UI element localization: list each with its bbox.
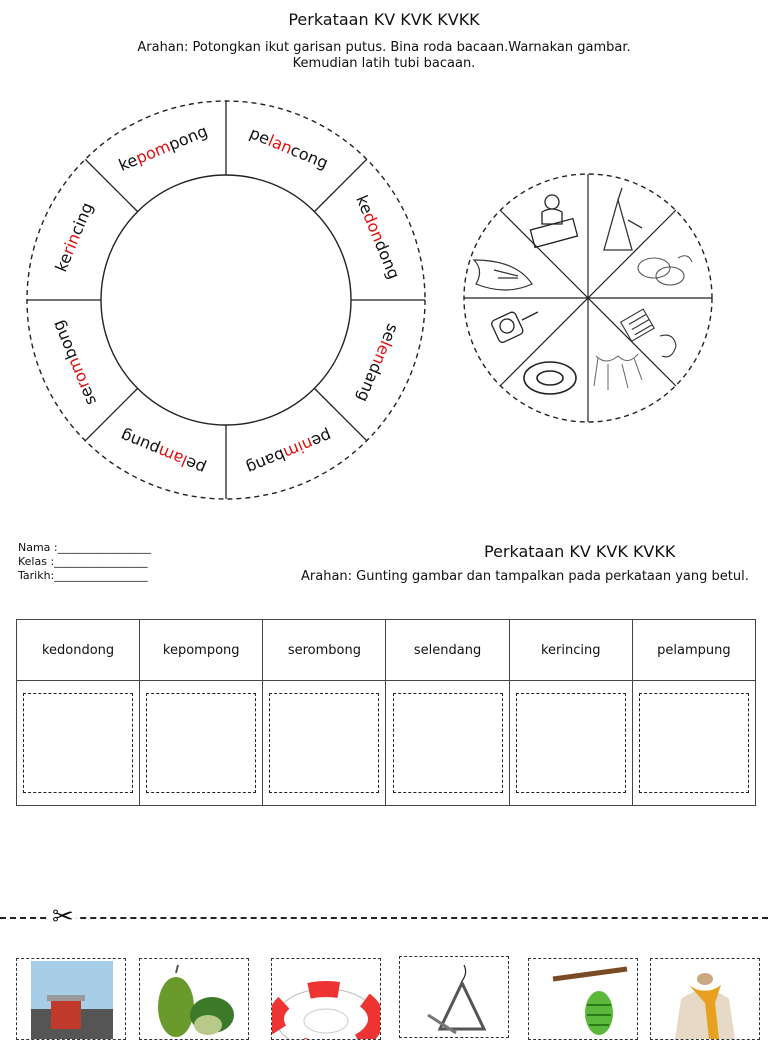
column-header: pelampung <box>632 620 755 681</box>
kedondong-fruit-icon <box>638 256 692 285</box>
scissors-icon: ✂ <box>52 902 74 932</box>
paste-box[interactable] <box>393 693 503 793</box>
paste-box[interactable] <box>639 693 749 793</box>
matching-instruction: Arahan: Gunting gambar dan tampalkan pada perkataan yang betul. <box>301 569 749 584</box>
fish-icon <box>474 260 532 290</box>
inner-circle <box>101 175 351 425</box>
matching-table <box>16 619 756 806</box>
wheel-word: kepompong <box>115 120 211 175</box>
instruction-line-2: Kemudian latih tubi bacaan. <box>292 56 476 71</box>
wheel-word: kerincing <box>50 199 97 275</box>
column-header: selendang <box>386 620 509 681</box>
life-ring-icon <box>524 362 576 394</box>
matching-title: Perkataan KV KVK KVKK <box>484 542 676 561</box>
scarf-icon <box>594 354 642 390</box>
paste-box[interactable] <box>146 693 256 793</box>
paste-box[interactable] <box>516 693 626 793</box>
wheel-word: selendang <box>353 321 404 406</box>
person-with-sign-icon <box>530 195 577 247</box>
column-header: kepompong <box>140 620 263 681</box>
chimney-icon <box>621 309 676 357</box>
cocoon-picture[interactable] <box>528 958 638 1040</box>
column-header: kedondong <box>17 620 140 681</box>
wheel-word: pelampung <box>117 426 209 479</box>
wheel-word: pelancong <box>247 122 332 173</box>
page-title: Perkataan KV KVK KVKK <box>288 10 480 29</box>
triangle-instrument-icon <box>604 188 642 250</box>
wheel-word: serombong <box>47 317 100 409</box>
word-wheel <box>0 90 460 510</box>
class-field[interactable]: Kelas :_________________ <box>18 555 148 568</box>
life-ring-picture[interactable] <box>271 958 381 1040</box>
triangle-instrument-picture[interactable] <box>399 956 509 1038</box>
column-header: serombong <box>263 620 386 681</box>
kedondong-fruit-picture[interactable] <box>139 958 249 1040</box>
picture-wheel <box>460 170 720 430</box>
chimney-picture[interactable] <box>16 958 126 1040</box>
date-field[interactable]: Tarikh:_________________ <box>18 569 148 582</box>
column-header: kerincing <box>509 620 632 681</box>
instruction-line-1: Arahan: Potongkan ikut garisan putus. Bina roda bacaan.Warnakan gambar. <box>137 40 631 55</box>
wheel-word: penimbang <box>243 426 335 479</box>
scarf-picture[interactable] <box>650 958 760 1040</box>
weighing-scale-icon <box>490 311 538 344</box>
cut-line <box>0 917 768 919</box>
paste-box[interactable] <box>269 693 379 793</box>
name-field[interactable]: Nama :_________________ <box>18 541 152 554</box>
paste-box[interactable] <box>23 693 133 793</box>
wheel-word: kedondong <box>352 192 405 282</box>
